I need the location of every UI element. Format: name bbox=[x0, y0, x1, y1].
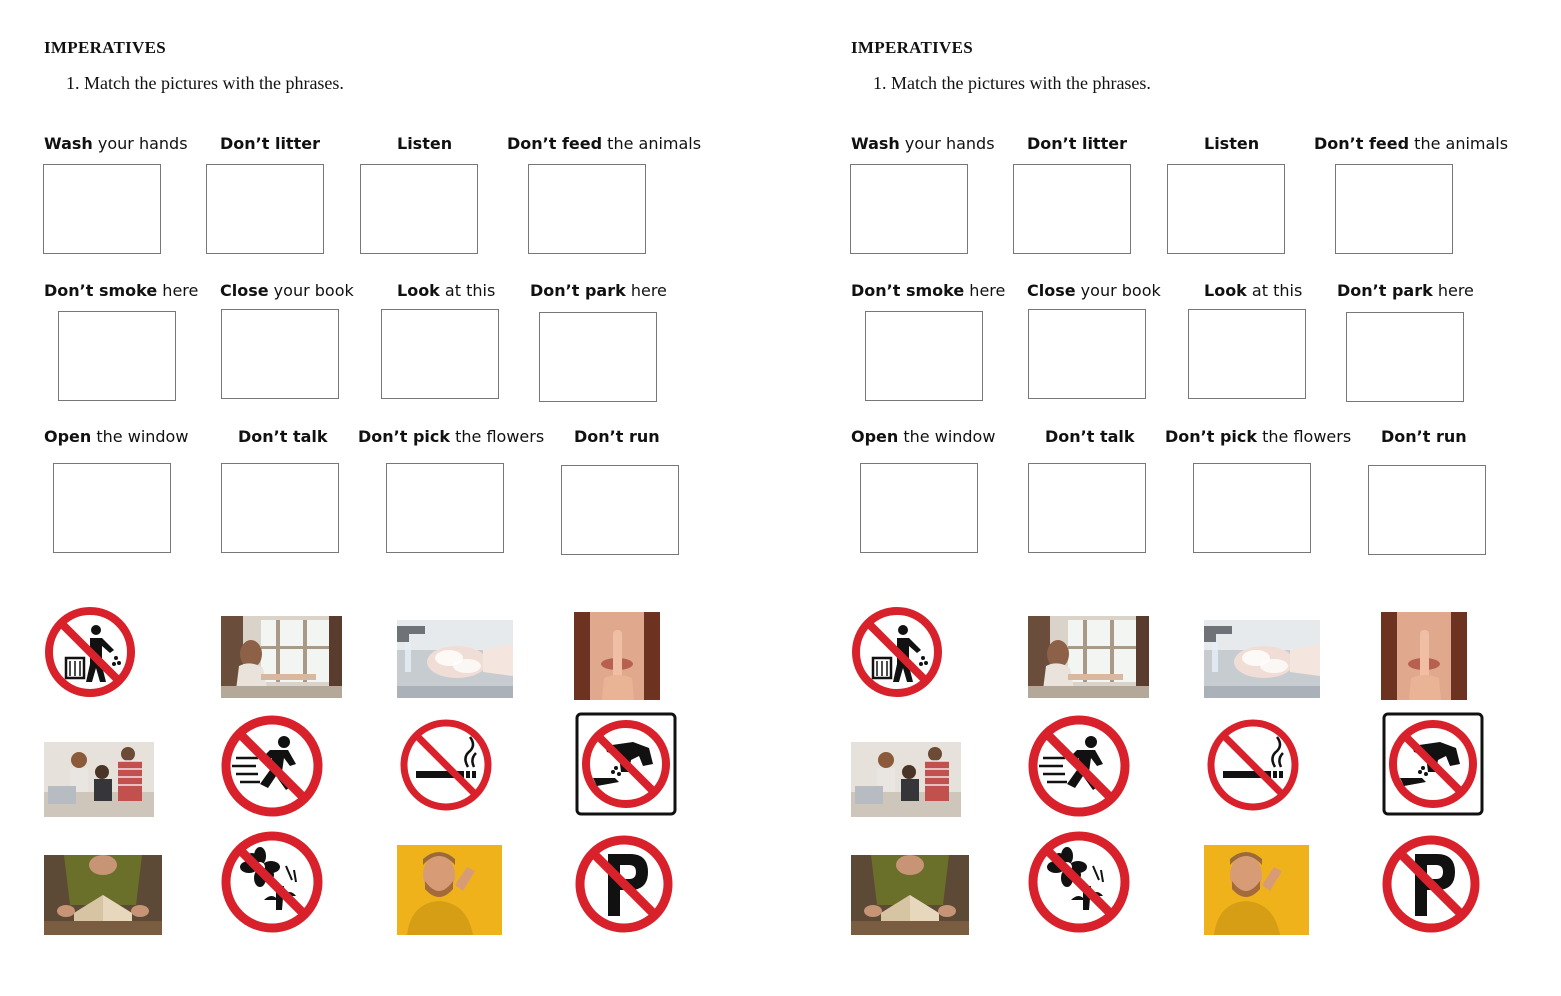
no-feeding-animals-sign-icon bbox=[575, 712, 677, 816]
answer-box[interactable] bbox=[206, 164, 324, 254]
phrase-open-the-window: Open the window bbox=[851, 427, 996, 446]
answer-box[interactable] bbox=[360, 164, 478, 254]
closing-book-photo bbox=[851, 855, 969, 935]
phrase-close-your-book: Close your book bbox=[220, 281, 354, 300]
washing-hands-photo bbox=[397, 620, 513, 698]
phrase-dont-park-here: Don’t park here bbox=[530, 281, 667, 300]
people-looking-at-laptop-photo bbox=[44, 742, 154, 817]
man-listening-photo bbox=[397, 845, 502, 935]
worksheet-right bbox=[807, 0, 1561, 996]
no-picking-flowers-sign-icon bbox=[220, 830, 324, 934]
phrase-listen: Listen bbox=[1204, 134, 1260, 153]
phrase-wash-your-hands: Wash your hands bbox=[851, 134, 995, 153]
phrase-dont-feed-the-animals: Don’t feed the animals bbox=[1314, 134, 1509, 153]
answer-box[interactable] bbox=[1028, 463, 1146, 553]
answer-box[interactable] bbox=[539, 312, 657, 402]
no-feeding-animals-sign-icon bbox=[1382, 712, 1484, 816]
worksheet-instruction: 1. Match the pictures with the phrases. bbox=[873, 73, 1151, 93]
phrase-dont-park-here: Don’t park here bbox=[1337, 281, 1474, 300]
phrase-dont-run: Don’t run bbox=[1381, 427, 1467, 446]
answer-box[interactable] bbox=[1368, 465, 1486, 555]
answer-box[interactable] bbox=[221, 463, 339, 553]
answer-box[interactable] bbox=[1013, 164, 1131, 254]
no-picking-flowers-sign-icon bbox=[1027, 830, 1131, 934]
answer-box[interactable] bbox=[561, 465, 679, 555]
phrase-dont-pick-the-flowers: Don’t pick the flowers bbox=[358, 427, 545, 446]
phrase-look-at-this: Look at this bbox=[397, 281, 496, 300]
phrase-look-at-this: Look at this bbox=[1204, 281, 1303, 300]
man-listening-photo bbox=[1204, 845, 1309, 935]
phrase-wash-your-hands: Wash your hands bbox=[44, 134, 188, 153]
worksheet-title: IMPERATIVES bbox=[44, 38, 167, 57]
answer-box[interactable] bbox=[865, 311, 983, 401]
finger-on-lips-silence-photo bbox=[574, 612, 660, 700]
worksheet-left bbox=[0, 0, 780, 996]
answer-box[interactable] bbox=[860, 463, 978, 553]
answer-box[interactable] bbox=[528, 164, 646, 254]
phrase-dont-smoke-here: Don’t smoke here bbox=[44, 281, 199, 300]
phrase-dont-pick-the-flowers: Don’t pick the flowers bbox=[1165, 427, 1352, 446]
phrase-dont-talk: Don’t talk bbox=[1045, 427, 1135, 446]
answer-box[interactable] bbox=[1346, 312, 1464, 402]
girl-opening-window-photo bbox=[221, 616, 342, 698]
no-parking-sign-icon bbox=[1381, 834, 1481, 934]
no-littering-sign-icon bbox=[851, 606, 943, 698]
no-littering-sign-icon bbox=[44, 606, 136, 698]
answer-box[interactable] bbox=[53, 463, 171, 553]
answer-box[interactable] bbox=[221, 309, 339, 399]
phrase-dont-litter: Don’t litter bbox=[1027, 134, 1127, 153]
washing-hands-photo bbox=[1204, 620, 1320, 698]
answer-box[interactable] bbox=[1188, 309, 1306, 399]
people-looking-at-laptop-photo bbox=[851, 742, 961, 817]
answer-box[interactable] bbox=[381, 309, 499, 399]
no-smoking-sign-icon bbox=[398, 717, 494, 813]
no-running-sign-icon bbox=[1027, 714, 1131, 818]
worksheet-title: IMPERATIVES bbox=[851, 38, 974, 57]
phrase-dont-feed-the-animals: Don’t feed the animals bbox=[507, 134, 702, 153]
no-running-sign-icon bbox=[220, 714, 324, 818]
answer-box[interactable] bbox=[386, 463, 504, 553]
phrase-dont-litter: Don’t litter bbox=[220, 134, 320, 153]
phrase-open-the-window: Open the window bbox=[44, 427, 189, 446]
phrase-close-your-book: Close your book bbox=[1027, 281, 1161, 300]
answer-box[interactable] bbox=[58, 311, 176, 401]
closing-book-photo bbox=[44, 855, 162, 935]
answer-box[interactable] bbox=[1193, 463, 1311, 553]
phrase-dont-talk: Don’t talk bbox=[238, 427, 328, 446]
answer-box[interactable] bbox=[850, 164, 968, 254]
phrase-listen: Listen bbox=[397, 134, 453, 153]
phrase-dont-smoke-here: Don’t smoke here bbox=[851, 281, 1006, 300]
finger-on-lips-silence-photo bbox=[1381, 612, 1467, 700]
phrase-dont-run: Don’t run bbox=[574, 427, 660, 446]
answer-box[interactable] bbox=[1028, 309, 1146, 399]
worksheet-instruction: 1. Match the pictures with the phrases. bbox=[66, 73, 344, 93]
no-smoking-sign-icon bbox=[1205, 717, 1301, 813]
no-parking-sign-icon bbox=[574, 834, 674, 934]
answer-box[interactable] bbox=[1167, 164, 1285, 254]
answer-box[interactable] bbox=[1335, 164, 1453, 254]
answer-box[interactable] bbox=[43, 164, 161, 254]
girl-opening-window-photo bbox=[1028, 616, 1149, 698]
